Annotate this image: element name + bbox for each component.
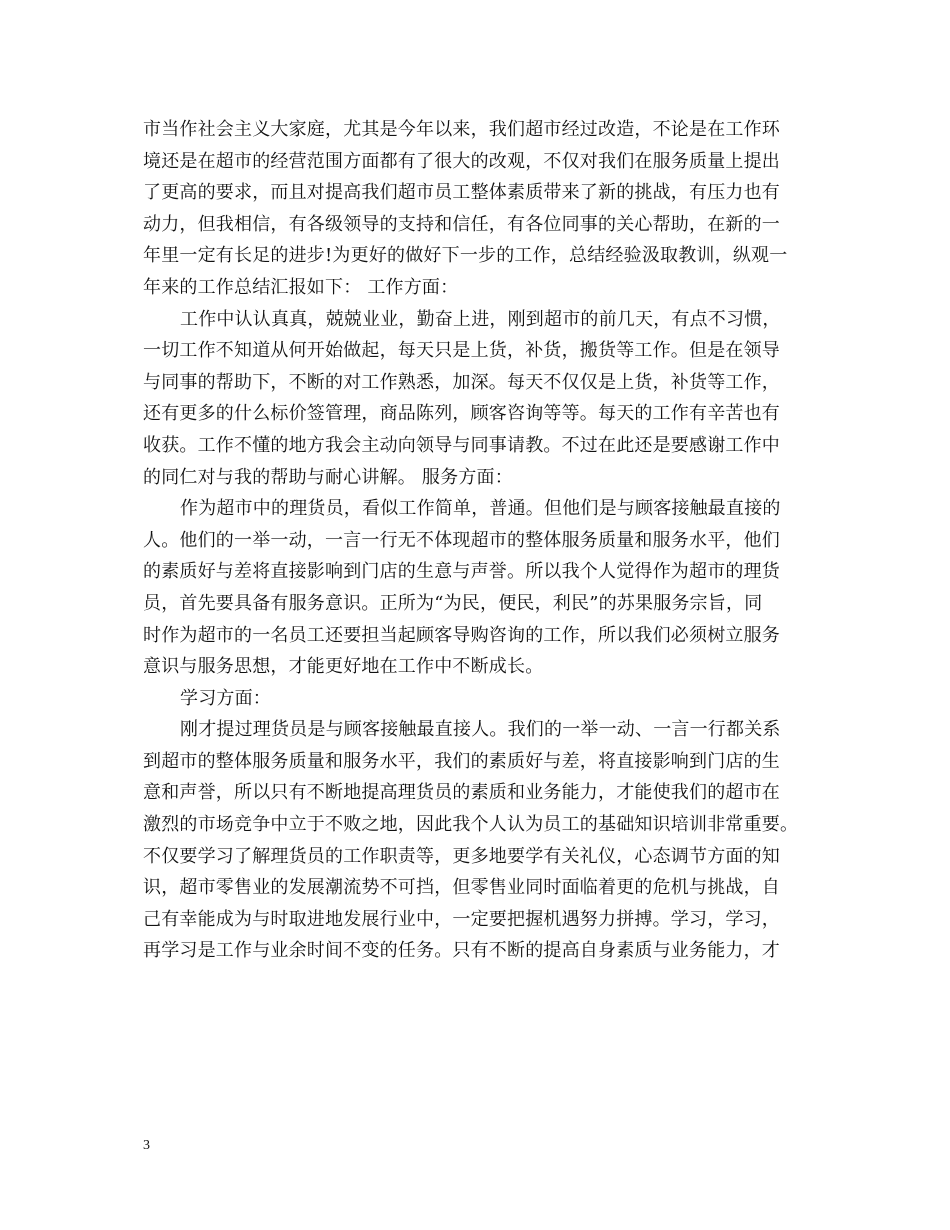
- text-line: 时作为超市的一名员工还要担当起顾客导购咨询的工作，所以我们必须树立服务: [143, 624, 780, 646]
- text-line: 动力，但我相信，有各级领导的支持和信任，有各位同事的关心帮助，在新的一: [143, 213, 780, 235]
- text-line: 到超市的整体服务质量和服务水平，我们的素质好与差，将直接影响到门店的生: [143, 750, 780, 772]
- text-line: 还有更多的什么标价签管理，商品陈列，顾客咨询等等。每天的工作有辛苦也有: [143, 403, 780, 425]
- text-line: 收获。工作不懂的地方我会主动向领导与同事请教。不过在此还是要感谢工作中: [143, 434, 780, 456]
- text-line: 人。他们的一举一动，一言一行无不体现超市的整体服务质量和服务水平，他们: [143, 529, 780, 551]
- text-line: 意识与服务思想，才能更好地在工作中不断成长。: [143, 656, 544, 678]
- text-line: 学习方面：: [180, 687, 271, 709]
- text-line: 一切工作不知道从何开始做起，每天只是上货，补货，搬货等工作。但是在领导: [143, 340, 780, 362]
- text-line: 与同事的帮助下，不断的对工作熟悉，加深。每天不仅仅是上货，补货等工作，: [143, 371, 780, 393]
- text-line: 了更高的要求，而且对提高我们超市员工整体素质带来了新的挑战，有压力也有: [143, 182, 780, 204]
- text-line: 市当作社会主义大家庭，尤其是今年以来，我们超市经过改造，不论是在工作环: [143, 119, 780, 140]
- text-line: 己有幸能成为与时取进地发展行业中，一定要把握机遇努力拼搏。学习，学习，: [143, 908, 780, 930]
- text-line: 年里一定有长足的进步!为更好的做好下一步的工作，总结经验汲取教训，纵观一: [143, 245, 788, 267]
- text-line: 作为超市中的理货员，看似工作简单，普通。但他们是与顾客接触最直接的: [180, 498, 781, 520]
- text-line: 再学习是工作与业余时间不变的任务。只有不断的提高自身素质与业务能力，才: [143, 940, 780, 962]
- text-line: 不仅要学习了解理货员的工作职责等，更多地要学有关礼仪，心态调节方面的知: [143, 845, 780, 867]
- text-line: 工作中认认真真，兢兢业业，勤奋上进，刚到超市的前几天，有点不习惯，: [180, 308, 781, 330]
- text-line: 的同仁对与我的帮助与耐心讲解。 服务方面：: [143, 466, 513, 488]
- text-line: 的素质好与差将直接影响到门店的生意与声誉。所以我个人觉得作为超市的理货: [143, 561, 780, 583]
- text-line: 激烈的市场竞争中立于不败之地，因此我个人认为员工的基础知识培训非常重要。: [143, 814, 799, 836]
- body-text: [143, 114, 823, 967]
- text-line: 意和声誉，所以只有不断地提高理货员的素质和业务能力，才能使我们的超市在: [143, 782, 780, 804]
- page-number: 3: [143, 1138, 150, 1153]
- text-line: 员，首先要具备有服务意识。正所为“为民，便民，利民”的苏果服务宗旨，同: [143, 592, 763, 614]
- text-line: 刚才提过理货员是与顾客接触最直接人。我们的一举一动、一言一行都关系: [180, 719, 781, 741]
- text-line: 年来的工作总结汇报如下： 工作方面：: [143, 276, 459, 298]
- text-line: 境还是在超市的经营范围方面都有了很大的改观，不仅对我们在服务质量上提出: [143, 150, 780, 172]
- text-line: 识，超市零售业的发展潮流势不可挡，但零售业同时面临着更的危机与挑战，自: [143, 877, 780, 899]
